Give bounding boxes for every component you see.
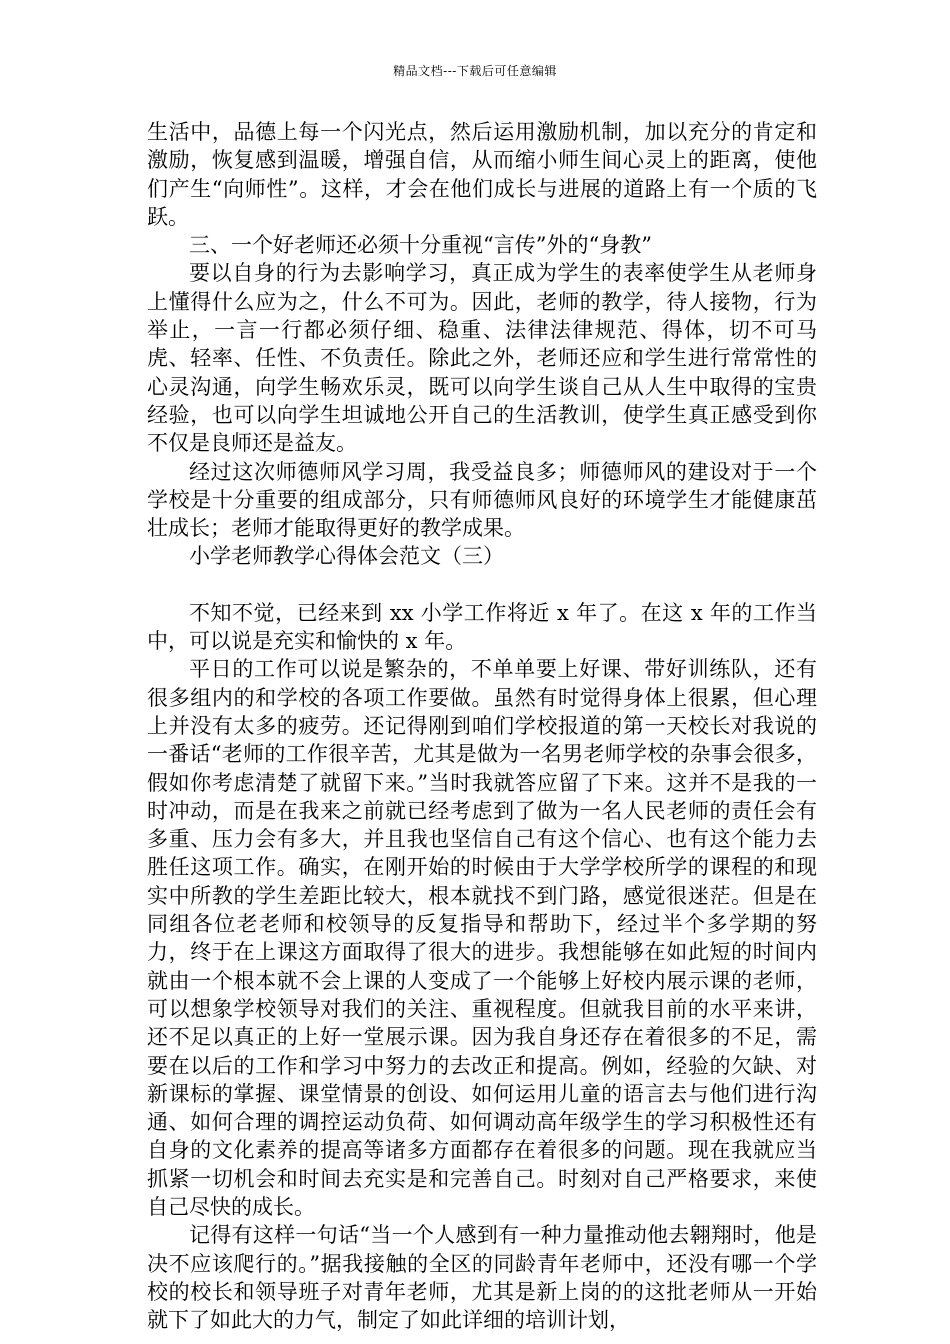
paragraph: 经过这次师德师风学习周，我受益良多；师德师风的建设对于一个学校是十分重要的组成部分，只有师德师风良好的环境学生才能健康茁壮成长；老师才能取得更好的教学成果。 <box>147 459 817 541</box>
article-title: 小学老师教学心得体会范文（三） <box>189 544 504 569</box>
section-heading: 三、一个好老师还必须十分重视“言传”外的“身教” <box>189 233 652 258</box>
page-header: 精品文档---下载后可任意编辑 <box>393 64 557 78</box>
blank-line <box>147 571 817 599</box>
paragraph: 要以自身的行为去影响学习，真正成为学生的表率使学生从老师身上懂得什么应为之，什么不可为。因此，老师的教学，待人接物，行为举止，一言一行都必须仔细、稳重、法律法律规范、得体，切不可马虎、轻率、任性、不负责任。除此之外，老师还应和学生进行常常性的心灵沟通，向学生畅欢乐灵，既可以向学生谈自己从人生中取得的宝贵经验，也可以向学生坦诚地公开自己的生活教训，使学生真正感受到你不仅是良师还是益友。 <box>147 261 817 456</box>
paragraph: 记得有这样一句话“当一个人感到有一种力量推动他去翱翔时，他是决不应该爬行的。”据我接触的全区的同龄青年老师中，还没有哪一个学校的校长和领导班子对青年老师，尤其是新上岗的的这批老师从一开始就下了如此大的力气，制定了如此详细的培训计划， <box>147 1223 817 1333</box>
paragraph: 不知不觉，已经来到 xx 小学工作将近 x 年了。在这 x 年的工作当中，可以说是充实和愉快的 x 年。 <box>147 600 817 654</box>
paragraph: 平日的工作可以说是繁杂的，不单单要上好课、带好训练队，还有很多组内的和学校的各项工作要做。虽然有时觉得身体上很累，但心理上并没有太多的疲劳。还记得刚到咱们学校报道的第一天校长对我说的一番话“老师的工作很辛苦，尤其是做为一名男老师学校的杂事会很多，假如你考虑清楚了就留下来。”当时我就答应留了下来。这并不是我的一时冲动，而是在我来之前就已经考虑到了做为一名人民老师的责任会有多重、压力会有多大，并且我也坚信自己有这个信心、也有这个能力去胜任这项工作。确实，在刚开始的时候由于大学学校所学的课程的和现实中所教的学生差距比较大，根本就找不到门路，感觉很迷茫。但是在同组各位老老师和校领导的反复指导和帮助下，经过半个多学期的努力，终于在上课这方面取得了很大的进步。我想能够在如此短的时间内就由一个根本就不会上课的人变成了一个能够上好校内展示课的老师，可以想象学校领导对我们的关注、重视程度。但就我目前的水平来讲，还不足以真正的上好一堂展示课。因为我自身还存在着很多的不足，需要在以后的工作和学习中努力的去改正和提高。例如，经验的欠缺、对新课标的掌握、课堂情景的创设、如何运用儿童的语言去与他们进行沟通、如何合理的调控运动负荷、如何调动高年级学生的学习积极性还有自身的文化素养的提高等诸多方面都存在着很多的问题。现在我就应当抓紧一切机会和时间去充实是和完善自己。时刻对自己严格要求，来使自己尽快的成长。 <box>147 657 817 1219</box>
paragraph: 生活中，品德上每一个闪光点，然后运用激励机制，加以充分的肯定和激励，恢复感到温暖，增强自信，从而缩小师生间心灵上的距离，使他们产生“向师性”。这样，才会在他们成长与进展的道路上有一个质的飞跃。 <box>147 120 817 229</box>
document-body <box>147 118 817 1334</box>
